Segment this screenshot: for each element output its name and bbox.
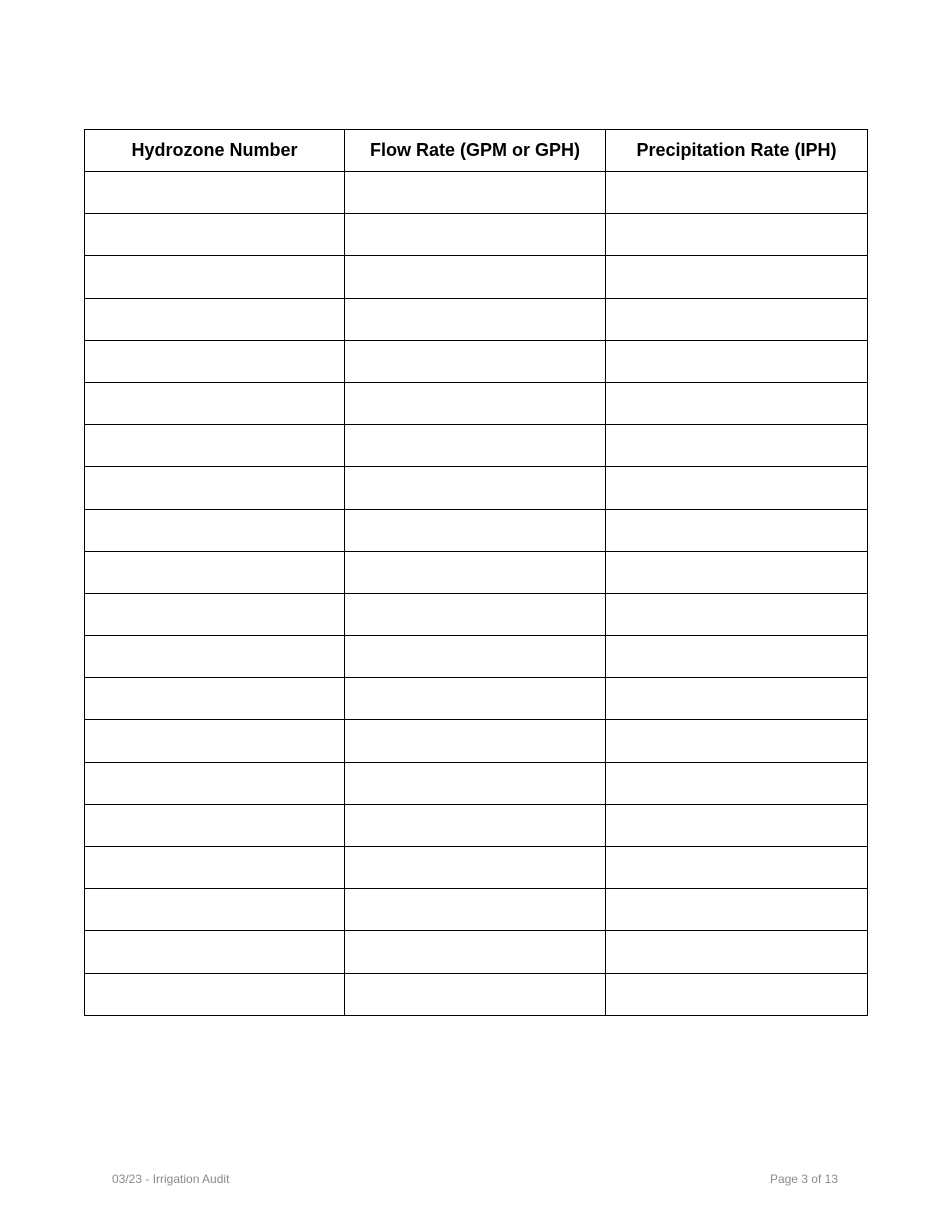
table-cell[interactable] (606, 678, 868, 720)
table-cell[interactable] (606, 636, 868, 678)
table-cell[interactable] (85, 889, 345, 931)
table-row (85, 551, 868, 593)
table-cell[interactable] (345, 678, 606, 720)
table-cell[interactable] (606, 467, 868, 509)
table-row (85, 762, 868, 804)
table-cell[interactable] (85, 340, 345, 382)
table-row (85, 172, 868, 214)
table-cell[interactable] (345, 298, 606, 340)
table-cell[interactable] (85, 593, 345, 635)
table-cell[interactable] (85, 973, 345, 1015)
table-cell[interactable] (606, 256, 868, 298)
table-body (85, 172, 868, 1016)
table-cell[interactable] (345, 931, 606, 973)
footer-page-number: Page 3 of 13 (769, 1172, 838, 1186)
table-cell[interactable] (85, 804, 345, 846)
table-row (85, 804, 868, 846)
table-cell[interactable] (606, 931, 868, 973)
table-cell[interactable] (606, 340, 868, 382)
table-cell[interactable] (345, 382, 606, 424)
table-cell[interactable] (85, 172, 345, 214)
table-cell[interactable] (345, 425, 606, 467)
table-row (85, 636, 868, 678)
table-cell[interactable] (85, 931, 345, 973)
table-row (85, 256, 868, 298)
table-header-row (85, 130, 868, 172)
table-row (85, 382, 868, 424)
table-cell[interactable] (345, 551, 606, 593)
table-cell[interactable] (85, 298, 345, 340)
table-row (85, 678, 868, 720)
table-cell[interactable] (606, 382, 868, 424)
table-row (85, 425, 868, 467)
table-cell[interactable] (606, 551, 868, 593)
header-precipitation-rate: Precipitation Rate (IPH) (606, 130, 868, 172)
table-cell[interactable] (345, 467, 606, 509)
table-cell[interactable] (85, 636, 345, 678)
table-cell[interactable] (345, 593, 606, 635)
table-row (85, 593, 868, 635)
table-cell[interactable] (85, 467, 345, 509)
table-cell[interactable] (606, 889, 868, 931)
table-cell[interactable] (345, 720, 606, 762)
table-cell[interactable] (606, 762, 868, 804)
table-cell[interactable] (85, 509, 345, 551)
table-cell[interactable] (85, 847, 345, 889)
table-cell[interactable] (606, 172, 868, 214)
table-row (85, 340, 868, 382)
table-cell[interactable] (85, 551, 345, 593)
table-cell[interactable] (606, 509, 868, 551)
table-row (85, 889, 868, 931)
table-cell[interactable] (85, 382, 345, 424)
table-row (85, 931, 868, 973)
table-cell[interactable] (345, 762, 606, 804)
table-cell[interactable] (85, 425, 345, 467)
table-cell[interactable] (345, 804, 606, 846)
table-cell[interactable] (345, 340, 606, 382)
table-row (85, 467, 868, 509)
header-flow-rate: Flow Rate (GPM or GPH) (345, 130, 606, 172)
table-row (85, 214, 868, 256)
table-row (85, 973, 868, 1015)
header-hydrozone-number: Hydrozone Number (85, 130, 345, 172)
table-cell[interactable] (345, 636, 606, 678)
table-row (85, 847, 868, 889)
table-cell[interactable] (85, 720, 345, 762)
table-cell[interactable] (606, 847, 868, 889)
table-row (85, 720, 868, 762)
table-row (85, 298, 868, 340)
table-cell[interactable] (606, 973, 868, 1015)
table-cell[interactable] (606, 593, 868, 635)
table-cell[interactable] (345, 847, 606, 889)
table-cell[interactable] (606, 804, 868, 846)
table-cell[interactable] (345, 509, 606, 551)
table-row (85, 509, 868, 551)
table-cell[interactable] (345, 172, 606, 214)
table-cell[interactable] (345, 256, 606, 298)
table-cell[interactable] (85, 256, 345, 298)
table-cell[interactable] (606, 425, 868, 467)
table-cell[interactable] (85, 214, 345, 256)
table-cell[interactable] (606, 214, 868, 256)
table-cell[interactable] (606, 720, 868, 762)
table-cell[interactable] (85, 678, 345, 720)
table-cell[interactable] (345, 214, 606, 256)
table-cell[interactable] (345, 889, 606, 931)
hydrozone-table (84, 129, 868, 1016)
table-cell[interactable] (345, 973, 606, 1015)
table-cell[interactable] (85, 762, 345, 804)
table-cell[interactable] (606, 298, 868, 340)
footer-document-title: 03/23 - Irrigation Audit (112, 1172, 230, 1186)
